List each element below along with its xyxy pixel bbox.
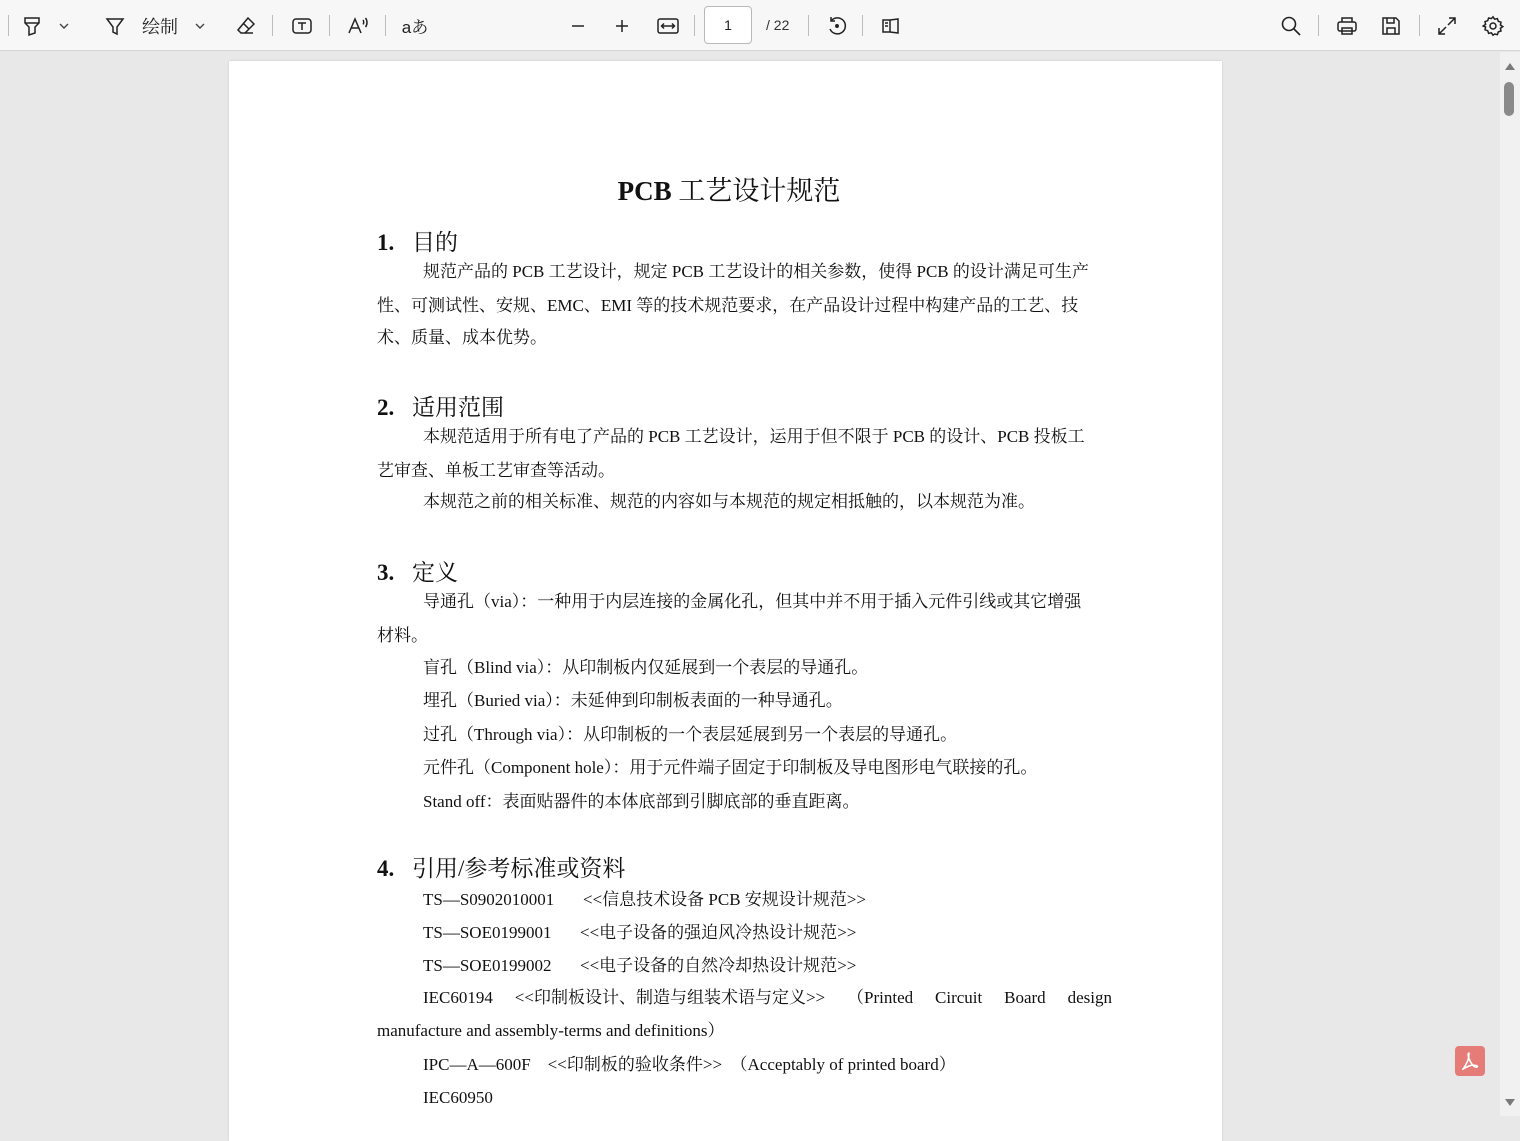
plus-icon (613, 17, 631, 35)
section-heading (377, 224, 458, 257)
definition-line: 埋孔（Buried via）：未延伸到印制板表面的一种导通孔。 (423, 691, 843, 710)
definition-line: 导通孔（via）：一种用于内层连接的金属化孔，但其中并不用于插入元件引线或其它增强 (423, 592, 1082, 611)
section-heading (377, 554, 458, 587)
rotate-button[interactable] (822, 0, 852, 51)
full-screen-button[interactable] (1432, 0, 1462, 51)
reference-line (423, 890, 866, 910)
vertical-scrollbar[interactable] (1500, 52, 1520, 1116)
eraser-icon (235, 15, 257, 37)
save-disk-icon (1380, 15, 1402, 37)
reference-code: IEC60194 (423, 988, 493, 1007)
section-title: 适用范围 (412, 395, 504, 420)
acrobat-button[interactable] (1455, 1046, 1485, 1076)
section-number: 4. (377, 856, 395, 881)
highlight-options-dropdown[interactable] (54, 0, 74, 51)
definition-line: Stand off：表面贴器件的本体底部到引脚底部的垂直距离。 (423, 792, 860, 811)
document-title (229, 169, 1229, 208)
section-number: 1. (377, 230, 395, 255)
section-title: 引用/参考标准或资料 (412, 856, 626, 881)
settings-button[interactable] (1478, 0, 1508, 51)
draw-options-dropdown[interactable] (190, 0, 210, 51)
gear-icon (1482, 15, 1504, 37)
toolbar-divider (1419, 15, 1420, 36)
page-view-button[interactable] (876, 0, 908, 51)
expand-icon (1436, 15, 1458, 37)
draw-tool-button[interactable] (102, 0, 128, 51)
toolbar-divider (272, 15, 273, 36)
definition-line: 元件孔（Component hole）：用于元件端子固定于印制板及导电图形电气联接的孔。 (423, 758, 1038, 777)
draw-label: 绘制 (142, 16, 178, 37)
save-button[interactable] (1376, 0, 1406, 51)
document-title-bold: PCB (617, 176, 672, 206)
reference-line: IPC—A—600F <<印制板的验收条件>> （Acceptably of printed board） (423, 1055, 956, 1074)
zoom-out-button[interactable] (564, 0, 592, 51)
search-button[interactable] (1276, 0, 1306, 51)
definition-line: 盲孔（Blind via）：从印制板内仅延展到一个表层的导通孔。 (423, 658, 869, 677)
draw-tool-label-button[interactable] (138, 0, 182, 51)
translate-icon: aあ (401, 18, 429, 37)
scroll-down-arrow-icon[interactable] (1503, 1097, 1517, 1109)
reference-line (423, 923, 857, 943)
minus-icon (569, 17, 587, 35)
toolbar-divider (808, 15, 809, 36)
reference-name: <<印制板设计、制造与组装术语与定义>> (514, 988, 826, 1007)
reference-line (423, 956, 857, 976)
toolbar-divider (1318, 15, 1319, 36)
reference-name: <<电子设备的自然冷却热设计规范>> (580, 956, 857, 975)
reference-code: TS—SOE0199001 (423, 923, 552, 942)
paragraph-line: 本规范适用于所有电了产品的 PCB 工艺设计，运用于但不限于 PCB 的设计、PCB 投板工 (423, 427, 1085, 446)
section-number: 3. (377, 560, 395, 585)
toolbar-divider (862, 15, 863, 36)
document-title-text: 工艺设计规范 (671, 176, 841, 206)
definition-line: 材料。 (377, 626, 428, 645)
fit-width-icon (656, 16, 680, 36)
pen-draw-icon (104, 15, 126, 37)
toolbar (0, 0, 1520, 51)
print-button[interactable] (1332, 0, 1362, 51)
paragraph-line: 规范产品的 PCB 工艺设计，规定 PCB 工艺设计的相关参数，使得 PCB 的设计满足可生产 (423, 262, 1089, 281)
section-heading (377, 389, 504, 422)
chevron-down-icon (58, 22, 70, 30)
section-title: 目的 (412, 230, 458, 255)
paragraph-line: 本规范之前的相关标准、规范的内容如与本规范的规定相抵触的，以本规范为准。 (423, 492, 1035, 511)
highlight-tool-button[interactable] (18, 0, 46, 51)
toolbar-divider (385, 15, 386, 36)
search-icon (1280, 15, 1302, 37)
zoom-in-button[interactable] (608, 0, 636, 51)
read-aloud-button[interactable] (344, 0, 372, 51)
reference-word: （Printed (847, 988, 914, 1007)
reference-name: <<电子设备的强迫风冷热设计规范>> (580, 923, 857, 942)
read-aloud-icon (346, 15, 370, 37)
translate-button[interactable] (398, 0, 432, 51)
reference-code: TS—SOE0199002 (423, 956, 552, 975)
paragraph-line: 术、质量、成本优势。 (377, 328, 547, 347)
paragraph-line: 性、可测试性、安规、EMC、EMI 等的技术规范要求，在产品设计过程中构建产品的工艺、技 (377, 296, 1079, 315)
reference-line: manufacture and assembly-terms and definitions） (377, 1021, 725, 1040)
section-number: 2. (377, 395, 395, 420)
acrobat-logo-icon (1459, 1050, 1481, 1072)
paragraph-line: 艺审查、单板工艺审查等活动。 (377, 461, 615, 480)
printer-icon (1336, 15, 1358, 37)
two-page-view-icon (880, 16, 904, 36)
fit-to-width-button[interactable] (652, 0, 684, 51)
erase-button[interactable] (232, 0, 260, 51)
toolbar-divider (8, 15, 9, 36)
scrollbar-thumb[interactable] (1504, 82, 1514, 116)
toolbar-divider (329, 15, 330, 36)
page-total-label: / 22 (766, 17, 790, 33)
reference-word: Board (1004, 988, 1046, 1007)
reference-word: design (1067, 988, 1112, 1007)
highlighter-icon (21, 15, 43, 37)
scroll-up-arrow-icon[interactable] (1503, 60, 1517, 72)
reference-code: TS—S0902010001 (423, 890, 555, 909)
section-title: 定义 (412, 560, 458, 585)
text-box-icon (291, 15, 313, 37)
section-heading (377, 850, 625, 883)
chevron-down-icon (194, 22, 206, 30)
reference-name: <<信息技术设备 PCB 安规设计规范>> (583, 890, 866, 909)
definition-line: 过孔（Through via）：从印制板的一个表层延展到另一个表层的导通孔。 (423, 725, 958, 744)
rotate-icon (826, 15, 848, 37)
reference-line (423, 988, 1112, 1008)
reference-line: IEC60950 (423, 1088, 493, 1107)
page-number-input[interactable] (704, 6, 752, 44)
pdf-page (229, 61, 1222, 1141)
add-text-button[interactable] (288, 0, 316, 51)
reference-word: Circuit (935, 988, 983, 1007)
toolbar-divider (694, 15, 695, 36)
